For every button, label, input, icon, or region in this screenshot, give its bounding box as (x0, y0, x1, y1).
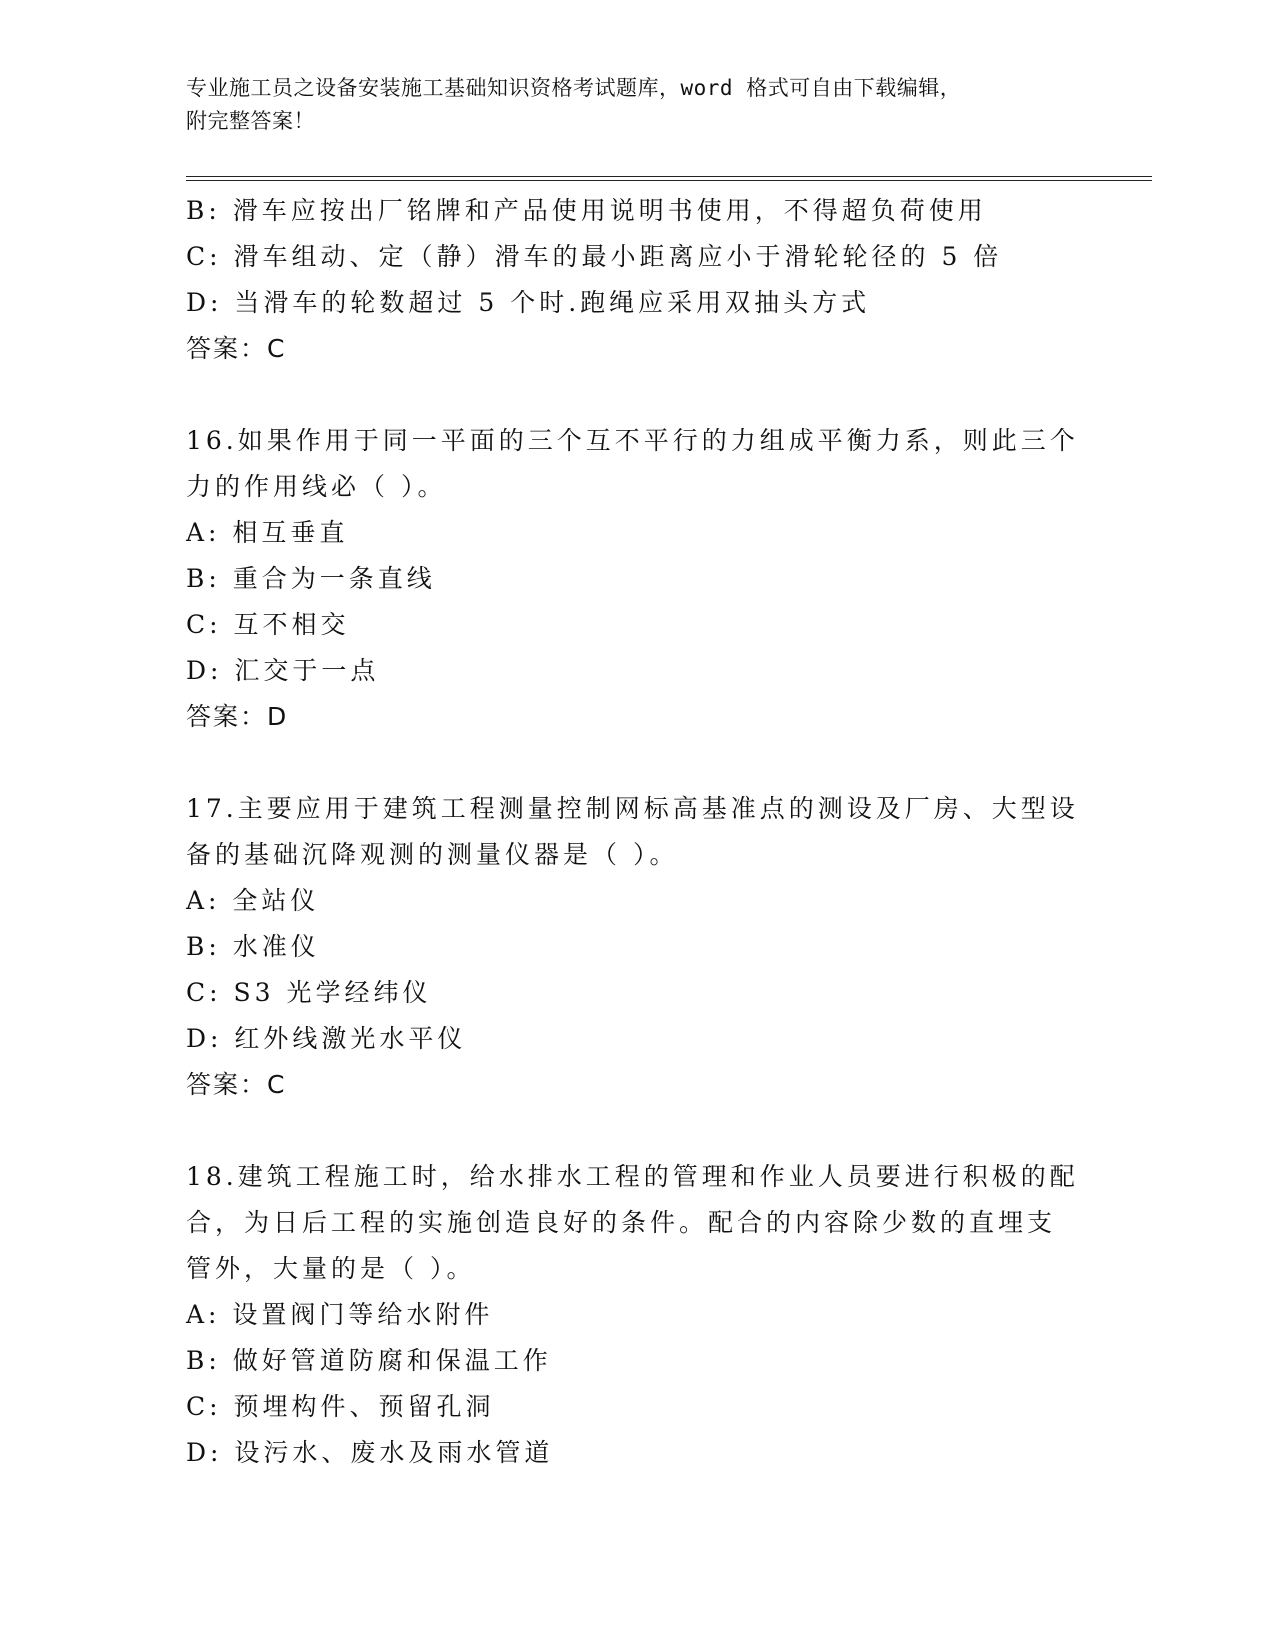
option-d: D: 当滑车的轮数超过 5 个时.跑绳应采用双抽头方式 (186, 288, 871, 317)
option-d: D: 汇交于一点 (186, 656, 380, 685)
option-c: C: S3 光学经纬仪 (186, 978, 432, 1007)
question-text: 合，为日后工程的实施创造良好的条件。配合的内容除少数的直埋支 (186, 1208, 1057, 1237)
question-18 (186, 1154, 1086, 1476)
question-text: 16.如果作用于同一平面的三个互不平行的力组成平衡力系，则此三个 (186, 426, 1079, 455)
option-c: C: 滑车组动、定（静）滑车的最小距离应小于滑轮轮径的 5 倍 (186, 242, 1003, 271)
question-17 (186, 786, 1086, 1108)
answer-line: 答案：D (186, 702, 289, 731)
question-text: 17.主要应用于建筑工程测量控制网标高基准点的测设及厂房、大型设 (186, 794, 1079, 823)
header-divider (186, 176, 1152, 181)
header-line-2: 附完整答案！ (186, 109, 315, 133)
question-text: 18.建筑工程施工时，给水排水工程的管理和作业人员要进行积极的配 (186, 1162, 1079, 1191)
option-c: C: 预埋构件、预留孔洞 (186, 1392, 495, 1421)
header-line-1: 专业施工员之设备安装施工基础知识资格考试题库，word 格式可自由下载编辑， (186, 76, 962, 100)
option-a: A: 全站仪 (186, 886, 320, 915)
option-d: D: 红外线激光水平仪 (186, 1024, 467, 1053)
prev-question-block (186, 188, 1086, 372)
option-b: B: 滑车应按出厂铭牌和产品使用说明书使用，不得超负荷使用 (186, 196, 987, 225)
option-b: B: 重合为一条直线 (186, 564, 436, 593)
question-16 (186, 418, 1086, 740)
option-d: D: 设污水、废水及雨水管道 (186, 1438, 554, 1467)
option-a: A: 相互垂直 (186, 518, 349, 547)
question-text: 力的作用线必（ ）。 (186, 472, 447, 501)
option-b: B: 做好管道防腐和保温工作 (186, 1346, 552, 1375)
answer-line: 答案：C (186, 1070, 287, 1099)
page-header (186, 72, 1086, 138)
option-c: C: 互不相交 (186, 610, 350, 639)
question-text: 管外，大量的是（ ）。 (186, 1254, 476, 1283)
question-list (186, 188, 1086, 1476)
option-b: B: 水准仪 (186, 932, 320, 961)
question-text: 备的基础沉降观测的测量仪器是（ ）。 (186, 840, 679, 869)
option-a: A: 设置阀门等给水附件 (186, 1300, 494, 1329)
answer-line: 答案：C (186, 334, 287, 363)
